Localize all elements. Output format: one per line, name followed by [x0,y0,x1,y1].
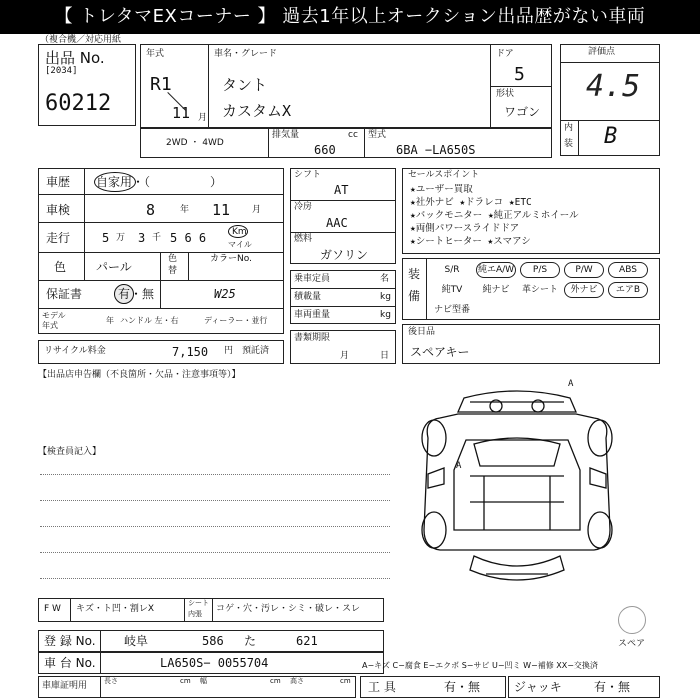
car-grade: カスタムX [222,102,292,120]
mileage-sen: 3 [138,231,146,245]
color-label: 色 [54,260,67,274]
warranty-label: 保証書 [46,287,83,301]
sales-point-5: ★シートヒーター ★スマアシ [410,236,531,247]
ac-value: AAC [326,216,348,230]
spare-tire-icon [618,606,646,634]
model-year-label-1: モデル [42,311,66,320]
color-change-label-2: 替 [168,266,178,276]
color-value: パール [96,260,132,274]
mileage-man-unit: 万 [116,233,126,243]
mileage-sen-unit: 千 [152,233,162,243]
recycle-value: 7,150 [172,345,209,359]
recycle-deposit: 預託済 [242,346,270,356]
interior-label-2: 装 [564,139,574,149]
garage-cm-2: cm [270,677,281,685]
color-no-label: カラーNo. [210,254,252,264]
ac-label: 冷房 [294,202,313,212]
interior-label-1: 内 [564,123,574,133]
mileage-unit-circle [228,225,248,238]
diagram-mark-1: A [568,379,574,389]
registration-label: 登 録 No. [44,634,96,648]
registration-place: 岐阜 [124,634,149,648]
equip-ext-navi: 外ナビ [564,282,604,298]
history-circle [94,172,136,192]
lot-code: [2034] [45,66,78,76]
inspection-year-unit: 年 [180,205,190,215]
fw-label: F W [44,604,61,614]
doc-period-unit2: 日 [380,351,390,361]
fuel-label: 燃料 [294,234,313,244]
equip-tv: 純TV [441,285,463,295]
warranty-value: 有・無 [118,287,155,301]
mileage-unit-mile: マイル [228,240,252,249]
sales-point-4: ★両側パワースライドドア [410,223,520,234]
displacement-unit: cc [348,130,358,140]
model-type-label: 型式 [368,130,387,140]
chassis-value: LA650S− 0055704 [160,656,269,670]
recycle-unit: 円 [224,346,234,356]
history-value: 自家用・（ ） [96,175,223,189]
fw-seat-text: コゲ・穴・汚レ・シミ・破レ・スレ [216,604,361,614]
name-label: 車名・グレード [214,49,278,59]
door-count: 5 [514,64,525,85]
rear-note-label: 後日品 [408,327,436,337]
score-value: 4.5 [586,69,641,104]
jack-value: 有・無 [594,680,631,694]
inspection-month-unit: 月 [252,205,262,215]
garage-cert-label: 車庫証明用 [42,681,88,691]
lot-number: 60212 [45,91,112,116]
navi-model-label: ナビ型番 [434,305,471,315]
color-change-label-1: 色 [168,254,178,264]
year-month-unit: 月 [198,113,208,123]
year-label: 年式 [146,49,165,59]
dealer-type: ディーラー・並行 [204,316,268,325]
equip-leather: 革シート [521,285,558,295]
model-type-value: 6BA −LA650S [396,143,476,157]
recycle-label: リサイクル料金 [44,346,106,356]
jack-label: ジャッキ [514,680,562,694]
drive-type: 2WD ・ 4WD [166,138,224,148]
warranty-circle [114,284,134,304]
spare-label: スペア [618,639,646,649]
interior-grade: B [604,124,618,149]
mileage-unit-km: Km [232,227,247,237]
banner-title: 【 トレタマEXコーナー 】 過去1年以上オークション出品歴がない車両 [0,0,700,34]
inspection-year: 8 [146,201,156,219]
load-label: 積載量 [294,292,322,302]
equip-airbag: エアB [608,282,648,298]
equip-sr: S/R [444,265,460,275]
car-damage-diagram [404,380,630,602]
year-era: R1 [150,74,172,95]
seller-note-label: 【出品店申告欄（不良箇所・欠品・注意事項等）】 [38,370,241,380]
sales-point-2: ★社外ナビ ★ドラレコ ★ETC [410,197,532,208]
fw-text: キズ・ト凹・割レX [76,604,154,614]
lot-label: 出品 No. [45,49,105,67]
body-shape: ワゴン [504,105,541,119]
displacement-value: 660 [314,143,336,157]
equip-aw: 純エA/W [476,262,516,278]
model-year-unit: 年 [106,316,114,325]
sales-point-3: ★バックモニター ★純正アルミホイール [410,210,579,221]
mileage-label: 走行 [46,231,71,245]
doc-period-unit: 月 [340,351,350,361]
displacement-label: 排気量 [272,130,300,140]
load-unit: kg [380,292,391,302]
equip-navi: 純ナビ [482,285,510,295]
doc-period-label: 書類期限 [294,333,331,343]
tools-label: 工 具 [368,680,396,694]
shape-label: 形状 [496,89,515,99]
shift-label: シフト [294,170,322,180]
fuel-value: ガソリン [320,248,369,262]
history-label: 車歴 [46,175,71,189]
fw-seat-label-2: 内張 [188,610,202,618]
car-model: タント [222,76,268,94]
registration-num: 586 [202,634,224,648]
equip-abs: ABS [608,262,648,278]
score-label: 評価点 [588,47,616,57]
door-label: ドア [496,49,514,59]
weight-unit: kg [380,310,391,320]
inspection-month: 11 [212,201,231,219]
shift-value: AT [334,183,349,197]
garage-height: 高さ [290,677,304,685]
registration-kana: た [244,634,257,648]
equip-pw: P/W [564,262,604,278]
color-no-value: W25 [214,287,236,301]
equip-ps: P/S [520,262,560,278]
registration-serial: 621 [296,634,318,648]
mileage-man: 5 [102,231,110,245]
inspection-label: 車検 [46,203,71,217]
equipment-label-2: 備 [408,289,421,303]
lot-box [38,44,136,126]
sales-points-label: セールスポイント [408,170,480,180]
equipment-label-1: 装 [408,267,421,281]
damage-legend: A−キズ C−腐食 E−エクボ S−サビ U−凹ミ W−補修 XX−交換済 [362,661,598,670]
garage-cm-3: cm [340,677,351,685]
capacity-unit: 名 [380,274,390,284]
garage-cm-1: cm [180,677,191,685]
model-year-label-2: 年式 [42,321,58,330]
vehicle-detail-box [38,168,284,334]
garage-width: 幅 [200,677,207,685]
capacity-label: 乗車定員 [294,274,331,284]
diagram-mark-2: A [456,461,462,471]
sales-point-1: ★ユーザー買取 [410,184,473,195]
rear-note-value: スペアキー [410,345,470,359]
fw-seat-label-1: シート [188,599,209,607]
year-month: 11 [172,104,191,122]
handle-side: ハンドル 左・右 [120,316,179,325]
inspector-label: 【検査員記入】 [38,447,102,457]
chassis-label: 車 台 No. [44,656,96,670]
garage-length: 長さ [104,677,118,685]
header-note: （複合機／対応用紙 [40,35,122,45]
weight-label: 車両重量 [294,310,331,320]
mileage-rest: 5 6 6 [170,231,207,245]
tools-value: 有・無 [444,680,481,694]
